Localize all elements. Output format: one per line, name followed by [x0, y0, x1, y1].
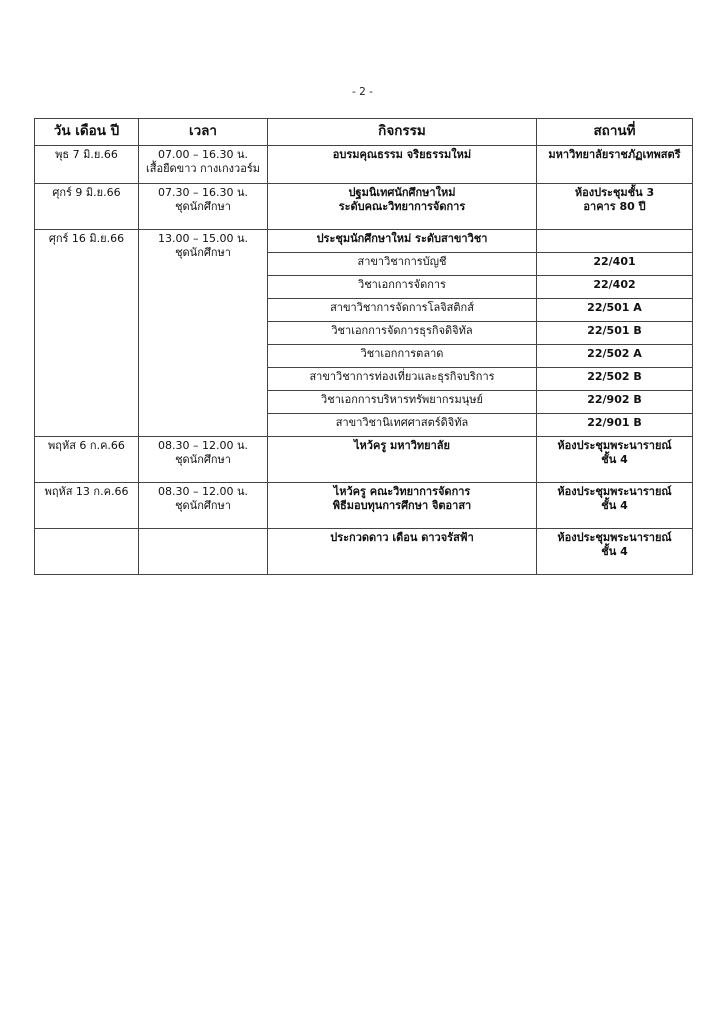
place-text: ห้องประชุมพระนารายณ์ — [557, 531, 672, 544]
activity-cell — [268, 146, 537, 184]
activity-cell — [268, 483, 537, 529]
time-text: 08.30 – 12.00 น. — [158, 439, 248, 452]
place-cell — [537, 483, 693, 529]
place-cell — [537, 437, 693, 483]
subitem-name: สาขาวิชาการบัญชี — [268, 253, 537, 276]
subitem-name: วิชาเอกการจัดการธุรกิจดิจิทัล — [268, 322, 537, 345]
place-text: มหาวิทยาลัยราชภัฏเทพสตรี — [548, 148, 681, 161]
time-cell — [139, 437, 268, 483]
date-cell: พุธ 7 มิ.ย.66 — [35, 146, 139, 184]
place-cell — [537, 146, 693, 184]
activity-cell — [268, 529, 537, 575]
activity-text: ปฐมนิเทศนักศึกษาใหม่ — [348, 186, 456, 199]
place-cell — [537, 529, 693, 575]
page-number: - 2 - — [352, 86, 373, 98]
table-row — [35, 483, 693, 529]
place-text: ห้องประชุมพระนารายณ์ — [557, 439, 672, 452]
place-text: ชั้น 4 — [601, 499, 628, 513]
time-text: 13.00 – 15.00 น. — [158, 232, 248, 245]
activity-cell — [268, 437, 537, 483]
date-cell: พฤหัส 6 ก.ค.66 — [35, 437, 139, 483]
header-place: สถานที่ — [537, 119, 693, 146]
schedule-table — [34, 118, 693, 575]
subitem-room: 22/402 — [537, 276, 693, 299]
time-cell — [139, 483, 268, 529]
dress-code-text: ชุดนักศึกษา — [175, 200, 231, 214]
activity-title: ประชุมนักศึกษาใหม่ ระดับสาขาวิชา — [316, 232, 488, 245]
time-cell — [139, 529, 268, 575]
activity-text: ระดับคณะวิทยาการจัดการ — [338, 200, 466, 214]
subitem-room: 22/501 B — [537, 322, 693, 345]
subitem-name: วิชาเอกการตลาด — [268, 345, 537, 368]
subitem-name: วิชาเอกการบริหารทรัพยากรมนุษย์ — [268, 391, 537, 414]
place-cell-empty — [537, 230, 693, 253]
dress-code-text: ชุดนักศึกษา — [175, 453, 231, 467]
activity-text: ไหว้ครู มหาวิทยาลัย — [354, 439, 450, 452]
date-cell: ศุกร์ 9 มิ.ย.66 — [35, 184, 139, 230]
dress-code-text: ชุดนักศึกษา — [175, 246, 231, 260]
activity-title-cell — [268, 230, 537, 253]
activity-text: พิธีมอบทุนการศึกษา จิตอาสา — [332, 499, 472, 513]
table-row — [35, 437, 693, 483]
dress-code-text: ชุดนักศึกษา — [175, 499, 231, 513]
time-text: 07.30 – 16.30 น. — [158, 186, 248, 199]
subitem-name: สาขาวิชานิเทศศาสตร์ดิจิทัล — [268, 414, 537, 437]
table-row — [35, 529, 693, 575]
time-cell — [139, 184, 268, 230]
subitem-name: สาขาวิชาการท่องเที่ยวและธุรกิจบริการ — [268, 368, 537, 391]
place-text: ชั้น 4 — [601, 453, 628, 467]
table-row — [35, 230, 693, 253]
subitem-room: 22/502 A — [537, 345, 693, 368]
place-cell — [537, 184, 693, 230]
time-cell — [139, 146, 268, 184]
subitem-room: 22/401 — [537, 253, 693, 276]
time-text: 08.30 – 12.00 น. — [158, 485, 248, 498]
date-cell: พฤหัส 13 ก.ค.66 — [35, 483, 139, 529]
subitem-room: 22/501 A — [537, 299, 693, 322]
subitem-room: 22/502 B — [537, 368, 693, 391]
header-time: เวลา — [139, 119, 268, 146]
subitem-name: สาขาวิชาการจัดการโลจิสติกส์ — [268, 299, 537, 322]
time-cell — [139, 230, 268, 437]
header-date: วัน เดือน ปี — [35, 119, 139, 146]
subitem-room: 22/902 B — [537, 391, 693, 414]
table-row — [35, 184, 693, 230]
place-text: ห้องประชุมพระนารายณ์ — [557, 485, 672, 498]
activity-cell — [268, 184, 537, 230]
date-cell: ศุกร์ 16 มิ.ย.66 — [35, 230, 139, 437]
activity-text: ไหว้ครู คณะวิทยาการจัดการ — [333, 485, 471, 498]
date-cell — [35, 529, 139, 575]
time-text: 07.00 – 16.30 น. — [158, 148, 248, 161]
table-header-row — [35, 119, 693, 146]
place-text: ชั้น 4 — [601, 545, 628, 559]
table-row — [35, 146, 693, 184]
activity-text: อบรมคุณธรรม จริยธรรมใหม่ — [332, 148, 472, 161]
place-text: ห้องประชุมชั้น 3 — [574, 186, 655, 199]
subitem-room: 22/901 B — [537, 414, 693, 437]
subitem-name: วิชาเอกการจัดการ — [268, 276, 537, 299]
place-text: อาคาร 80 ปี — [583, 200, 646, 214]
activity-text: ประกวดดาว เดือน ดาวจรัสฟ้า — [330, 531, 474, 544]
header-activity: กิจกรรม — [268, 119, 537, 146]
dress-code-text: เสื้อยืดขาว กางเกงวอร์ม — [146, 162, 260, 176]
